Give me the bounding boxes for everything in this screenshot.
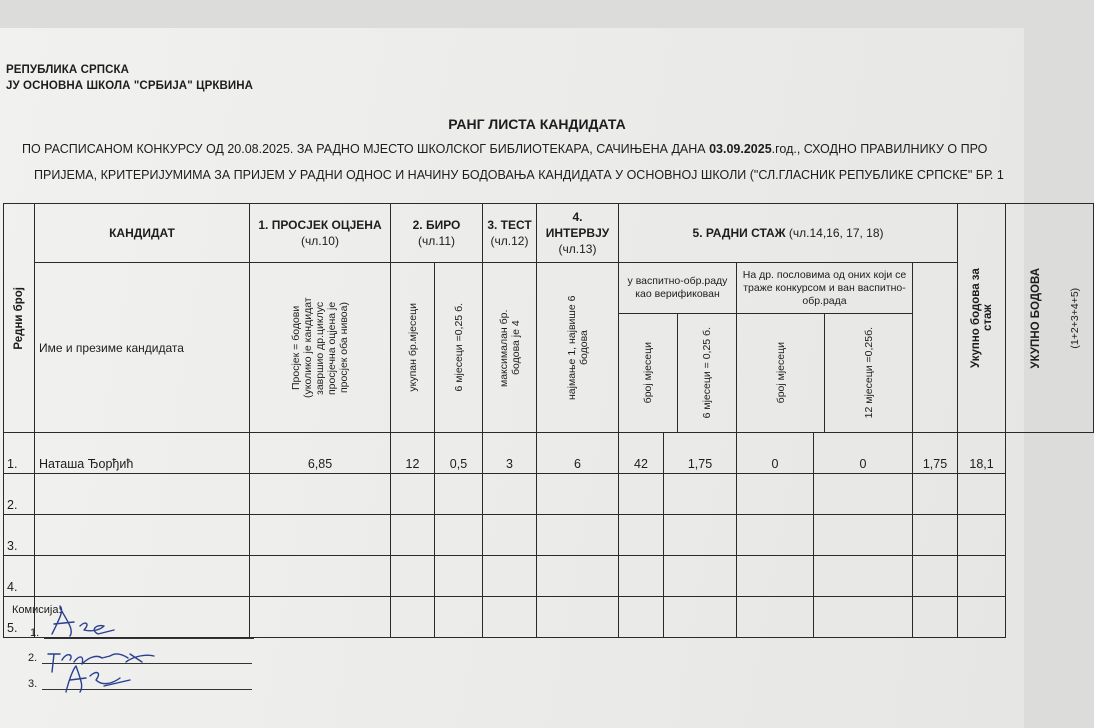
col-header-intervju bbox=[537, 204, 619, 263]
cell-staz-dr-bodovi bbox=[814, 597, 913, 638]
candidate-name bbox=[35, 556, 250, 597]
cell-test bbox=[483, 474, 537, 515]
cell-staz-ukupno: 1,75 bbox=[913, 433, 958, 474]
member-number: 2. bbox=[28, 652, 38, 664]
cell-ukupno bbox=[958, 597, 1006, 638]
cell-staz-vaspit-bodovi bbox=[664, 474, 737, 515]
cell-biro-bodovi bbox=[435, 597, 483, 638]
row-number: 3. bbox=[4, 515, 35, 556]
member-number: 3. bbox=[28, 678, 38, 690]
member-number: 1. bbox=[30, 627, 40, 639]
cell-intervju bbox=[537, 556, 619, 597]
intervju-number: 4. bbox=[572, 210, 583, 224]
table-row bbox=[4, 556, 1094, 597]
cell-prosjek bbox=[250, 556, 391, 597]
cell-staz-dr-bodovi bbox=[814, 556, 913, 597]
col-header-ukupno bbox=[1006, 204, 1094, 433]
candidate-name bbox=[35, 515, 250, 556]
prosjek-title: 1. ПРОСЈЕК ОЦЈЕНА bbox=[258, 218, 382, 232]
radni-staz-sub: (чл.14,16, 17, 18) bbox=[785, 226, 884, 240]
cell-ukupno: 18,1 bbox=[958, 433, 1006, 474]
cell-intervju bbox=[537, 597, 619, 638]
cell-biro-bodovi bbox=[435, 474, 483, 515]
col-header-ime: Име и презиме кандидата bbox=[35, 263, 250, 433]
cell-staz-vaspit-mjeseci bbox=[619, 597, 664, 638]
signature-1 bbox=[52, 606, 114, 636]
staz-ukupno-label: Укупно бодова за стаж bbox=[969, 268, 994, 368]
table-row bbox=[4, 433, 1094, 474]
cell-staz-dr-mjeseci bbox=[737, 515, 814, 556]
cell-staz-ukupno bbox=[913, 474, 958, 515]
cell-staz-dr-mjeseci bbox=[737, 556, 814, 597]
staz-dr-bodovi-label: 12 мјесеци =0,25б. bbox=[862, 327, 875, 419]
school-name: ЈУ ОСНОВНА ШКОЛА "СРБИЈА" ЦРКВИНА bbox=[6, 80, 254, 92]
kandidat-label: КАНДИДАТ bbox=[109, 226, 175, 240]
cell-staz-vaspit-bodovi: 1,75 bbox=[664, 433, 737, 474]
cell-intervju: 6 bbox=[537, 433, 619, 474]
row-number: 2. bbox=[4, 474, 35, 515]
cell-staz-dr-bodovi bbox=[814, 515, 913, 556]
cell-staz-vaspit-mjeseci: 42 bbox=[619, 433, 664, 474]
cell-biro-bodovi: 0,5 bbox=[435, 433, 483, 474]
row-number: 1. bbox=[4, 433, 35, 474]
cell-ukupno bbox=[958, 474, 1006, 515]
col-staz-vaspit-bodovi bbox=[678, 314, 737, 433]
cell-staz-vaspit-mjeseci bbox=[619, 515, 664, 556]
row-number: 4. bbox=[4, 556, 35, 597]
cell-staz-dr-mjeseci: 0 bbox=[737, 433, 814, 474]
cell-ukupno bbox=[958, 515, 1006, 556]
table-row bbox=[4, 515, 1094, 556]
col-header-biro bbox=[391, 204, 483, 263]
staz-vaspit-mjeseci-label: број мјесеци bbox=[642, 342, 654, 404]
biro-mjeseci-label: укупан бр.мјесеци bbox=[406, 303, 419, 392]
cell-ukupno bbox=[958, 556, 1006, 597]
cell-biro-mjeseci bbox=[391, 597, 435, 638]
signature-3 bbox=[66, 666, 130, 692]
cell-biro-mjeseci bbox=[391, 515, 435, 556]
test-sub: (чл.12) bbox=[490, 234, 529, 248]
col-staz-vaspit bbox=[619, 263, 737, 433]
biro-title: 2. БИРО bbox=[412, 218, 461, 232]
cell-staz-dr-bodovi: 0 bbox=[814, 433, 913, 474]
candidate-name: Наташа Ђорђић bbox=[35, 433, 250, 474]
cell-biro-bodovi bbox=[435, 515, 483, 556]
ukupno-label: УКУПНО БОДОВА bbox=[1030, 267, 1043, 369]
cell-staz-vaspit-bodovi bbox=[664, 597, 737, 638]
prosjek-desc-label: Просјек = бодови (уколико је кандидат завршио др.циклус просјечна оцјена је просјек оба нивоа) bbox=[290, 297, 350, 398]
candidate-name bbox=[35, 474, 250, 515]
intro-date: 03.09.2025 bbox=[709, 142, 772, 156]
staz-dr-mjeseci-label: број мјесеци bbox=[774, 342, 787, 404]
ranking-table bbox=[3, 203, 1094, 638]
staz-dr-title: На др. пословима од оних који се траже конкурсом и ван васпитно-обр.рада bbox=[737, 263, 912, 314]
intervju-sub: (чл.13) bbox=[558, 242, 597, 256]
radni-staz-title: 5. РАДНИ СТАЖ bbox=[692, 226, 786, 240]
intervju-desc-label: најмање 1, највише 6 бодова bbox=[565, 295, 590, 400]
col-intervju-desc bbox=[537, 263, 619, 433]
cell-staz-vaspit-mjeseci bbox=[619, 556, 664, 597]
cell-staz-vaspit-mjeseci bbox=[619, 474, 664, 515]
col-header-prosjek bbox=[250, 204, 391, 263]
commission-label: Комисија: bbox=[12, 604, 62, 616]
cell-staz-ukupno bbox=[913, 515, 958, 556]
test-title: 3. ТЕСТ bbox=[487, 218, 532, 232]
intro-line-1-end: .год., СХОДНО ПРАВИЛНИКУ О ПРО bbox=[771, 142, 988, 156]
intervju-title: ИНТЕРВЈУ bbox=[545, 226, 610, 240]
table-row bbox=[4, 474, 1094, 515]
col-biro-bodovi bbox=[435, 263, 483, 433]
staz-vaspit-title: у васпитно-обр.раду као верификован bbox=[619, 263, 736, 314]
intro-line-1 bbox=[22, 142, 987, 156]
biro-bodovi-label: 6 мјесеци =0,25 б. bbox=[452, 303, 465, 392]
col-header-staz-ukupno bbox=[958, 204, 1006, 433]
col-staz-vaspit-mjeseci bbox=[619, 314, 678, 433]
cell-prosjek bbox=[250, 597, 391, 638]
cell-staz-vaspit-bodovi bbox=[664, 556, 737, 597]
cell-test bbox=[483, 556, 537, 597]
col-test-desc bbox=[483, 263, 537, 433]
col-header-radni-staz bbox=[619, 204, 958, 263]
redni-broj-label: Редни број bbox=[13, 286, 25, 350]
cell-staz-dr-mjeseci bbox=[737, 474, 814, 515]
prosjek-sub: (чл.10) bbox=[301, 234, 339, 248]
col-header-test bbox=[483, 204, 537, 263]
org-name: РЕПУБЛИКА СРПСКА bbox=[6, 64, 130, 76]
signature-2 bbox=[48, 654, 154, 672]
cell-test bbox=[483, 515, 537, 556]
cell-staz-vaspit-bodovi bbox=[664, 515, 737, 556]
cell-prosjek bbox=[250, 515, 391, 556]
row-number: 5. bbox=[4, 597, 35, 638]
cell-test bbox=[483, 597, 537, 638]
document-title: РАНГ ЛИСТА КАНДИДАТА bbox=[448, 116, 626, 132]
cell-biro-mjeseci bbox=[391, 556, 435, 597]
cell-intervju bbox=[537, 474, 619, 515]
biro-sub: (чл.11) bbox=[417, 234, 456, 248]
intro-line-2: ПРИЈЕМА, КРИТЕРИЈУМИМА ЗА ПРИЈЕМ У РАДНИ ОДНОС И НАЧИНУ БОДОВАЊА КАНДИДАТА У ОСНОВНОЈ ШКОЛИ ("СЛ.ГЛАСНИК РЕПУБЛИКЕ СРПСКЕ" БР. 1 bbox=[34, 168, 1004, 182]
ukupno-formula: (1+2+3+4+5) bbox=[1068, 287, 1081, 349]
col-header-redni-broj bbox=[4, 204, 35, 433]
col-staz-dr-mjeseci bbox=[737, 314, 825, 433]
cell-staz-dr-mjeseci bbox=[737, 597, 814, 638]
cell-staz-ukupno bbox=[913, 597, 958, 638]
col-staz-dr-bodovi bbox=[825, 314, 913, 433]
staz-vaspit-bodovi-label: 6 мјесеци = 0,25 б. bbox=[701, 327, 713, 419]
cell-prosjek: 6,85 bbox=[250, 433, 391, 474]
cell-staz-dr-bodovi bbox=[814, 474, 913, 515]
handwritten-signatures bbox=[30, 596, 180, 696]
col-staz-dr bbox=[737, 263, 913, 433]
cell-prosjek bbox=[250, 474, 391, 515]
cell-test: 3 bbox=[483, 433, 537, 474]
cell-staz-ukupno bbox=[913, 556, 958, 597]
col-prosjek-desc bbox=[250, 263, 391, 433]
cell-intervju bbox=[537, 515, 619, 556]
cell-biro-bodovi bbox=[435, 556, 483, 597]
col-header-kandidat bbox=[35, 204, 250, 263]
cell-biro-mjeseci: 12 bbox=[391, 433, 435, 474]
col-biro-mjeseci bbox=[391, 263, 435, 433]
test-desc-label: максималан бр. бодова је 4 bbox=[497, 308, 522, 387]
intro-line-1-start: ПО РАСПИСАНОМ КОНКУРСУ ОД 20.08.2025. ЗА РАДНО МЈЕСТО ШКОЛСКОГ БИБЛИОТЕКАРА, САЧИЊЕНА ДАНА bbox=[22, 142, 710, 156]
cell-biro-mjeseci bbox=[391, 474, 435, 515]
